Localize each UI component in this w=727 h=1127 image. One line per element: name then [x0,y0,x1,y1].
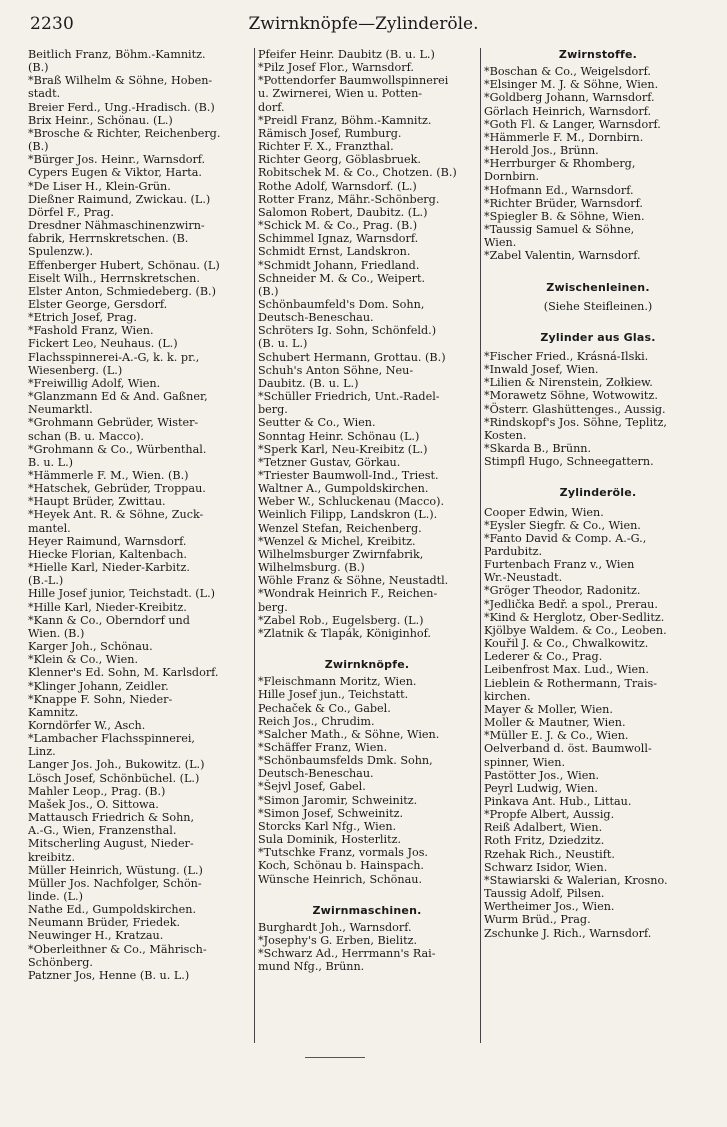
directory-entry: Wien. [484,236,517,250]
directory-entry: (B. u. L.) [258,337,308,351]
directory-entry: *Herold Jos., Brünn. [484,144,599,158]
directory-entry: Roth Fritz, Dziedzitz. [484,834,605,848]
directory-entry: Kosten. [484,428,527,442]
directory-entry: Storcks Karl Nfg., Wien. [258,819,397,833]
directory-entry: *Klein & Co., Wien. [28,653,139,667]
directory-entry: Weinlich Filipp, Landskron (L.). [258,508,438,522]
directory-entry: Heyer Raimund, Warnsdorf. [28,534,187,548]
directory-entry: *Schäffer Franz, Wien. [258,740,388,754]
directory-entry: Sonntag Heinr. Schönau (L.) [258,429,420,443]
directory-entry: *Heyek Ant. R. & Söhne, Zuck- [28,508,204,522]
directory-entry: Schuh's Anton Söhne, Neu- [258,363,414,377]
directory-entry: Schwarz Isidor, Wien. [484,860,608,874]
directory-entry: *Schüller Friedrich, Unt.-Radel- [258,390,440,404]
directory-entry: Wenzel Stefan, Reichenberg. [258,521,422,535]
directory-entry: *Schmidt Johann, Friedland. [258,258,420,272]
directory-entry: kirchen. [484,689,531,703]
directory-entry: kreibitz. [28,850,76,864]
directory-entry: Korndörfer W., Asch. [28,718,146,732]
directory-entry: Pastötter Jos., Wien. [484,768,600,782]
directory-entry: schan (B. u. Macco). [28,429,144,443]
directory-entry: *Kann & Co., Oberndorf und [28,613,190,627]
section-heading-zwischenleinen: Zwischenleinen. [546,280,650,294]
directory-entry: Cooper Edwin, Wien. [484,505,604,519]
entry-list [484,506,712,940]
directory-entry: *Salcher Math., & Söhne, Wien. [258,727,440,741]
column-2 [258,48,476,1048]
section-heading-zylinderoele: Zylinderöle. [559,486,637,500]
directory-entry: B. u. L.) [28,455,74,469]
directory-entry: Klenner's Ed. Sohn, M. Karlsdorf. [28,666,219,680]
directory-entry: *Kind & Herglotz, Ober-Sedlitz. [484,610,665,624]
directory-entry: Breier Ferd., Ung.-Hradisch. (B.) [28,100,215,114]
directory-entry: Mayer & Moller, Wien. [484,702,613,716]
directory-entry: Schmidt Ernst, Landskron. [258,245,411,259]
directory-entry: *Simon Josef, Schweinitz. [258,806,404,820]
directory-entry: Hiecke Florian, Kaltenbach. [28,547,187,561]
directory-entry: Wünsche Heinrich, Schönau. [258,872,423,886]
directory-entry: *Josephy's G. Erben, Bielitz. [258,934,418,947]
directory-entry: Görlach Heinrich, Warnsdorf. [484,104,651,118]
directory-entry: *Eysler Siegfr. & Co., Wien. [484,518,641,532]
directory-entry: berg. [258,403,288,417]
section-heading-zylinder-glas: Zylinder aus Glas. [540,330,656,344]
directory-entry: *Stawiarski & Walerian, Krosno. [484,873,668,887]
directory-entry: *Šejvl Josef, Gabel. [258,780,366,794]
directory-entry: Mitscherling August, Nieder- [28,837,194,851]
directory-entry: Brix Heinr., Schönau. (L.) [28,113,173,127]
directory-entry: (B.) [28,61,49,75]
directory-entry: *Hatschek, Gebrüder, Troppau. [28,482,206,496]
directory-entry: *Goth Fl. & Langer, Warnsdorf. [484,117,661,131]
directory-entry: *Elsinger M. J. & Söhne, Wien. [484,78,659,92]
directory-entry: Neumarktl. [28,403,93,417]
directory-entry: Waltner A., Gumpoldskirchen. [258,482,429,496]
directory-entry: *Fashold Franz, Wien. [28,324,154,338]
directory-entry: *Gröger Theodor, Radonitz. [484,584,641,598]
directory-entry: *Lilien & Nirenstein, Zołkiew. [484,376,653,390]
directory-entry: Kjölbye Waldem. & Co., Leoben. [484,623,667,637]
columns [28,48,713,1048]
directory-entry: (B.) [258,284,279,298]
entry-list [258,48,476,640]
directory-entry: mund Nfg., Brünn. [258,960,365,974]
directory-entry: Dießner Raimund, Zwickau. (L.) [28,192,211,206]
directory-entry: *Haupt Brüder, Zwittau. [28,495,166,509]
directory-entry: Hille Josef junior, Teichstadt. (L.) [28,587,216,601]
directory-entry: Reiß Adalbert, Wien. [484,821,603,835]
entry-list [484,65,712,262]
directory-entry: Schimmel Ignaz, Warnsdorf. [258,232,419,246]
directory-entry: Taussig Adolf, Pilsen. [484,887,605,901]
directory-entry: Zschunke J. Rich., Warnsdorf. [484,926,652,940]
directory-entry: *Morawetz Söhne, Wotwowitz. [484,389,658,403]
directory-entry: Stimpfl Hugo, Schneegattern. [484,455,654,469]
directory-entry: Mahler Leop., Prag. (B.) [28,784,166,798]
directory-entry: Dresdner Nähmaschinenzwirn- [28,219,205,233]
directory-entry: Rothe Adolf, Warnsdorf. (L.) [258,179,417,193]
directory-entry: *Etrich Josef, Prag. [28,311,137,325]
directory-entry: Oelverband d. öst. Baumwoll- [484,742,652,756]
directory-entry: Spulenzw.). [28,245,94,259]
directory-entry: Kamnitz. [28,705,79,719]
directory-entry: linde. (L.) [28,890,83,903]
page-title: Zwirnknöpfe—Zylinderöle. [248,14,479,34]
directory-entry: Pinkava Ant. Hub., Littau. [484,794,632,808]
directory-entry: Rämisch Josef, Rumburg. [258,126,402,140]
directory-entry: A.-G., Wien, Franzensthal. [28,824,177,838]
directory-entry: Linz. [28,745,56,759]
directory-entry: *Jedlička Bedř. a spol., Prerau. [484,597,658,611]
directory-entry: fabrik, Herrnskretschen. (B. [28,232,189,246]
directory-entry: *Fanto David & Comp. A.-G., [484,531,647,545]
directory-entry: (B.) [28,140,49,154]
directory-entry: *Wondrak Heinrich F., Reichen- [258,587,438,601]
page-header [30,14,697,42]
directory-entry: Eiselt Wilh., Herrnskretschen. [28,271,200,285]
directory-entry: Peyrl Ludwig, Wien. [484,781,598,795]
directory-entry: Wiesenberg. (L.) [28,363,123,377]
directory-entry: Flachsspinnerei-A.-G, k. k. pr., [28,350,200,364]
directory-entry: Schneider M. & Co., Weipert. [258,271,426,285]
directory-entry: Schubert Hermann, Grottau. (B.) [258,350,446,364]
directory-entry: *Boschan & Co., Weigelsdorf. [484,65,651,79]
directory-entry: Wöhle Franz & Söhne, Neustadtl. [258,574,449,588]
column-3 [484,48,712,1048]
directory-entry: Mašek Jos., O. Sittowa. [28,797,159,811]
directory-entry: *Hofmann Ed., Warnsdorf. [484,183,634,197]
directory-entry: *Hämmerle F. M., Wien. (B.) [28,469,189,482]
directory-entry: *Rindskopf's Jos. Söhne, Teplitz, [484,415,667,429]
directory-entry: Salomon Robert, Daubitz. (L.) [258,205,428,219]
directory-entry: Patzner Jos, Henne (B. u. L.) [28,968,190,982]
directory-entry: *Simon Jaromir, Schweinitz. [258,793,418,807]
directory-entry: Dörfel F., Prag. [28,205,114,219]
directory-entry: *Hille Karl, Nieder-Kreibitz. [28,600,187,614]
directory-entry: Rzehak Rich., Neustift. [484,847,615,861]
directory-entry: Kouřil J. & Co., Chwalkowitz. [484,637,649,651]
directory-entry: *Bürger Jos. Heinr., Warnsdorf. [28,153,206,167]
directory-entry: Furtenbach Franz v., Wien [484,558,635,572]
directory-entry: Lösch Josef, Schönbüchel. (L.) [28,771,200,785]
directory-entry: Müller Jos. Nachfolger, Schön- [28,876,202,890]
directory-entry: Wr.-Neustadt. [484,571,563,585]
directory-entry: u. Zwirnerei, Wien u. Potten- [258,87,423,101]
directory-entry: Neumann Brüder, Friedek. [28,916,181,930]
directory-entry: *Zabel Rob., Eugelsberg. (L.) [258,613,424,627]
directory-entry: Rotter Franz, Mähr.-Schönberg. [258,192,440,206]
directory-entry: *Schwarz Ad., Herrmann's Rai- [258,947,436,961]
directory-entry: Schröters Ig. Sohn, Schönfeld.) [258,324,437,338]
page-number: 2230 [30,14,75,34]
directory-entry: *Fischer Fried., Krásná-Ilski. [484,349,649,363]
directory-entry: *Grohmann & Co., Würbenthal. [28,442,207,456]
directory-entry: mantel. [28,521,71,535]
directory-entry: Wertheimer Jos., Wien. [484,900,615,914]
directory-entry: Schönberg. [28,955,93,969]
directory-entry: *Knappe F. Sohn, Nieder- [28,692,173,706]
directory-entry: *Hielle Karl, Nieder-Karbitz. [28,561,190,575]
directory-entry: *Brosche & Richter, Reichenberg. [28,126,221,140]
directory-entry: *Klinger Johann, Zeidler. [28,679,169,693]
directory-entry: *Lambacher Flachsspinnerei, [28,732,195,746]
directory-entry: *Grohmann Gebrüder, Wister- [28,416,199,430]
directory-entry: *Preidl Franz, Böhm.-Kamnitz. [258,113,432,127]
directory-entry: Nathe Ed., Gumpoldskirchen. [28,903,197,917]
directory-entry: *Triester Baumwoll-Ind., Triest. [258,469,439,482]
directory-entry: Deutsch-Beneschau. [258,767,374,781]
directory-entry: *Goldberg Johann, Warnsdorf. [484,91,655,105]
directory-entry: Seutter & Co., Wien. [258,416,376,430]
directory-entry: Langer Jos. Joh., Bukowitz. (L.) [28,758,205,772]
directory-entry: Pardubitz. [484,545,543,558]
directory-entry: Fickert Leo, Neuhaus. (L.) [28,337,178,351]
directory-entry: Lederer & Co., Prag. [484,650,603,664]
directory-entry: *Schick M. & Co., Prag. (B.) [258,219,418,233]
directory-entry: *Herrburger & Rhomberg, [484,157,636,171]
directory-entry: Dornbirn. [484,170,540,184]
directory-entry: stadt. [28,87,61,101]
section-heading-zwirnmaschinen: Zwirnmaschinen. [312,903,422,917]
directory-entry: *Tutschke Franz, vormals Jos. [258,846,428,860]
column-divider [480,48,481,1043]
directory-entry: Wurm Brüd., Prag. [484,913,591,927]
directory-entry: *Pottendorfer Baumwollspinnerei [258,74,449,88]
directory-entry: *Freiwillig Adolf, Wien. [28,376,161,390]
directory-entry: *Zabel Valentin, Warnsdorf. [484,249,641,263]
column-divider [254,48,255,1043]
directory-entry: Leibenfrost Max. Lud., Wien. [484,663,649,677]
directory-entry: Koch, Schönau b. Hainspach. [258,859,424,873]
directory-entry: berg. [258,600,288,614]
entry-list [28,48,250,982]
directory-entry: *Skarda B., Brünn. [484,442,592,456]
directory-entry: *Hämmerle F. M., Dornbirn. [484,130,644,144]
directory-entry: Robitschek M. & Co., Chotzen. (B.) [258,166,457,180]
directory-entry: *Müller E. J. & Co., Wien. [484,729,629,743]
directory-entry: *Propfe Albert, Aussig. [484,808,615,822]
section-heading-zwirnstoffe: Zwirnstoffe. [558,48,638,61]
section-heading-zwirnknoepfe: Zwirnknöpfe. [324,658,410,672]
directory-entry: *Zlatnik & Tlapák, Königinhof. [258,626,431,640]
directory-entry: dorf. [258,100,285,114]
directory-entry: Pechaček & Co., Gabel. [258,701,391,715]
directory-entry: Mattausch Friedrich & Sohn, [28,811,195,825]
directory-entry: *Pilz Josef Flor., Warnsdorf. [258,61,414,75]
directory-entry: Weber W., Schluckenau (Macco). [258,495,444,509]
directory-entry: *Oberleithner & Co., Mährisch- [28,942,207,956]
directory-entry: *Glanzmann Ed & And. Gaßner, [28,390,208,404]
directory-entry: *Wenzel & Michel, Kreibitz. [258,534,416,548]
directory-entry: *Richter Brüder, Warnsdorf. [484,196,643,210]
directory-entry: *Inwald Josef, Wien. [484,363,599,377]
directory-entry: Elster Anton, Schmiedeberg. (B.) [28,284,216,298]
directory-entry: Cypers Eugen & Viktor, Harta. [28,166,202,180]
directory-entry: Moller & Mautner, Wien. [484,716,626,730]
directory-entry: Pfeifer Heinr. Daubitz (B. u. L.) [258,48,435,61]
directory-entry: Schönbaumfeld's Dom. Sohn, [258,297,425,311]
directory-entry: Neuwinger H., Kratzau. [28,929,164,943]
directory-entry: *De Liser H., Klein-Grün. [28,179,171,193]
directory-entry: Karger Joh., Schönau. [28,640,153,654]
directory-entry: *Schönbaumsfelds Dmk. Sohn, [258,754,433,768]
directory-entry: *Taussig Samuel & Söhne, [484,223,635,237]
directory-entry: *Tetzner Gustav, Görkau. [258,455,401,469]
entry-list [258,675,476,886]
directory-entry: Wien. (B.) [28,626,85,640]
directory-entry: Beitlich Franz, Böhm.-Kamnitz. [28,48,206,61]
directory-entry: Hille Josef jun., Teichstatt. [258,688,409,702]
directory-entry: Müller Heinrich, Wüstung. (L.) [28,863,203,877]
directory-entry: Richter Georg, Göblasbruek. [258,153,421,167]
directory-entry: *Spiegler B. & Söhne, Wien. [484,209,645,223]
directory-entry: Richter F. X., Franzthal. [258,140,394,154]
directory-entry: Daubitz. (B. u. L.) [258,376,359,390]
directory-entry: Burghardt Joh., Warnsdorf. [258,920,412,934]
cross-reference-note: (Siehe Steifleinen.) [543,299,653,313]
directory-entry: Elster George, Gersdorf. [28,297,168,311]
directory-entry: (B.-L.) [28,574,64,588]
directory-entry: *Sperk Karl, Neu-Kreibitz (L.) [258,442,428,456]
directory-entry: spinner, Wien. [484,755,566,769]
directory-entry: Wilhelmsburg. (B.) [258,561,365,575]
footer-rule [305,1057,365,1058]
directory-entry: *Österr. Glashüttenges., Aussig. [484,402,666,416]
entry-list [258,921,476,974]
directory-entry: Effenberger Hubert, Schönau. (L) [28,258,220,272]
directory-entry: *Fleischmann Moritz, Wien. [258,675,417,689]
column-1 [28,48,250,1048]
directory-entry: Wilhelmsburger Zwirnfabrik, [258,547,424,561]
directory-entry: *Braß Wilhelm & Söhne, Hoben- [28,74,213,88]
directory-entry: Sula Dominik, Hosterlitz. [258,833,402,847]
entry-list [484,350,712,468]
directory-entry: Reich Jos., Chrudim. [258,714,375,728]
directory-entry: Deutsch-Beneschau. [258,311,374,325]
directory-entry: Lieblein & Rothermann, Trais- [484,676,658,690]
